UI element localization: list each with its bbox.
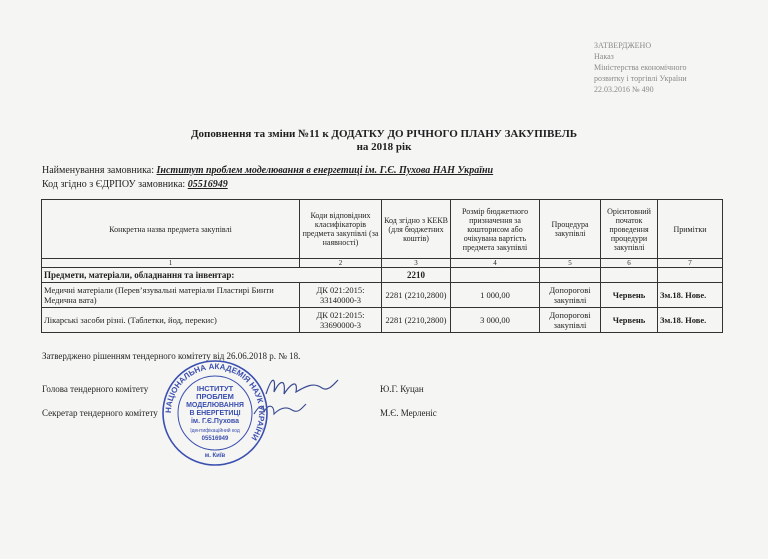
item-amount: 3 000,00 <box>451 308 540 333</box>
approval-line: ЗАТВЕРДЖЕНО <box>594 41 652 50</box>
seal-ring-text: НАЦІОНАЛЬНА АКАДЕМІЯ НАУК УКРАЇНИ <box>163 361 267 442</box>
seal-code-label: Ідентифікаційний код <box>190 428 240 434</box>
column-header: Орієнтовний початок проведення процедури закупівлі <box>601 200 658 259</box>
item-name: Медичні матеріали (Перев’язувальні матеріали Пластирі Бинти Медична вата) <box>42 283 300 308</box>
column-number: 4 <box>451 259 540 268</box>
column-number: 6 <box>601 259 658 268</box>
item-name: Лікарські засоби різні. (Таблетки, йод, перекис) <box>42 308 300 333</box>
column-header: Код згідно з КЕКВ (для бюджетних коштів) <box>382 200 451 259</box>
procurement-table <box>41 199 723 333</box>
approval-note: Затверджено рішенням тендерного комітету від 26.06.2018 р. № 18. <box>42 351 301 361</box>
approval-line: 22.03.2016 № 490 <box>594 85 654 94</box>
customer-label: Найменування замовника: <box>42 165 155 176</box>
item-procedure: Допорогові закупівлі <box>540 283 601 308</box>
column-header: Процедура закупівлі <box>540 200 601 259</box>
secretary-name: М.Є. Мерленіс <box>380 408 437 418</box>
item-start: Червень <box>601 283 658 308</box>
column-number: 7 <box>658 259 723 268</box>
customer-code: 05516949 <box>187 179 228 190</box>
seal-line: ІНСТИТУТ <box>196 384 234 393</box>
secretary-label: Секретар тендерного комітету <box>42 408 158 418</box>
item-amount: 1 000,00 <box>451 283 540 308</box>
item-classifier: ДК 021:2015: 33690000-3 <box>300 308 382 333</box>
item-note: Зм.18. Нове. <box>658 283 723 308</box>
item-note: Зм.18. Нове. <box>658 308 723 333</box>
approval-line: розвитку і торгівлі України <box>594 74 687 83</box>
head-name: Ю.Г. Куцан <box>380 384 424 394</box>
section-code: 2210 <box>382 268 451 283</box>
column-number: 2 <box>300 259 382 268</box>
column-header: Примітки <box>658 200 723 259</box>
column-header: Коди відповідних класифікаторів предмета закупівлі (за наявності) <box>300 200 382 259</box>
approval-block <box>594 40 754 95</box>
item-kekv: 2281 (2210,2800) <box>382 283 451 308</box>
table-row <box>42 283 723 308</box>
seal-code: 05516949 <box>201 436 229 442</box>
customer-name: Інститут проблем моделювання в енергетиці ім. Г.Є. Пухова НАН України <box>156 165 494 176</box>
seal-city: м. Київ <box>204 453 226 459</box>
section-row <box>42 268 723 283</box>
head-label: Голова тендерного комітету <box>42 384 149 394</box>
column-number: 1 <box>42 259 300 268</box>
column-number: 3 <box>382 259 451 268</box>
column-header: Розмір бюджетного призначення за кошторисом або очікувана вартість предмета закупівлі <box>451 200 540 259</box>
institution-seal <box>160 358 270 468</box>
column-number: 5 <box>540 259 601 268</box>
item-procedure: Допорогові закупівлі <box>540 308 601 333</box>
document-title: Доповнення та зміни №11 к ДОДАТКУ ДО РІЧНОГО ПЛАНУ ЗАКУПІВЕЛЬ <box>190 128 578 140</box>
document-subtitle: на 2018 рік <box>356 141 412 153</box>
seal-line: ім. Г.Є.Пухова <box>190 418 240 425</box>
column-number-row <box>42 259 723 268</box>
table-row <box>42 308 723 333</box>
approval-line: Наказ <box>594 52 614 61</box>
column-header: Конкретна назва предмета закупівлі <box>42 200 300 259</box>
seal-line: МОДЕЛЮВАННЯ <box>186 402 244 409</box>
seal-line: ПРОБЛЕМ <box>196 392 234 401</box>
seal-line: В ЕНЕРГЕТИЦІ <box>189 410 241 417</box>
item-start: Червень <box>601 308 658 333</box>
approval-line: Міністерства економічного <box>594 63 687 72</box>
section-label: Предмети, матеріали, обладнання та інвентар: <box>42 268 382 283</box>
item-kekv: 2281 (2210,2800) <box>382 308 451 333</box>
customer-line <box>42 165 493 176</box>
table-header-row <box>42 200 723 259</box>
customer-code-line <box>42 179 228 190</box>
item-classifier: ДК 021:2015: 33140000-3 <box>300 283 382 308</box>
customer-code-label: Код згідно з ЄДРПОУ замовника: <box>42 179 186 190</box>
